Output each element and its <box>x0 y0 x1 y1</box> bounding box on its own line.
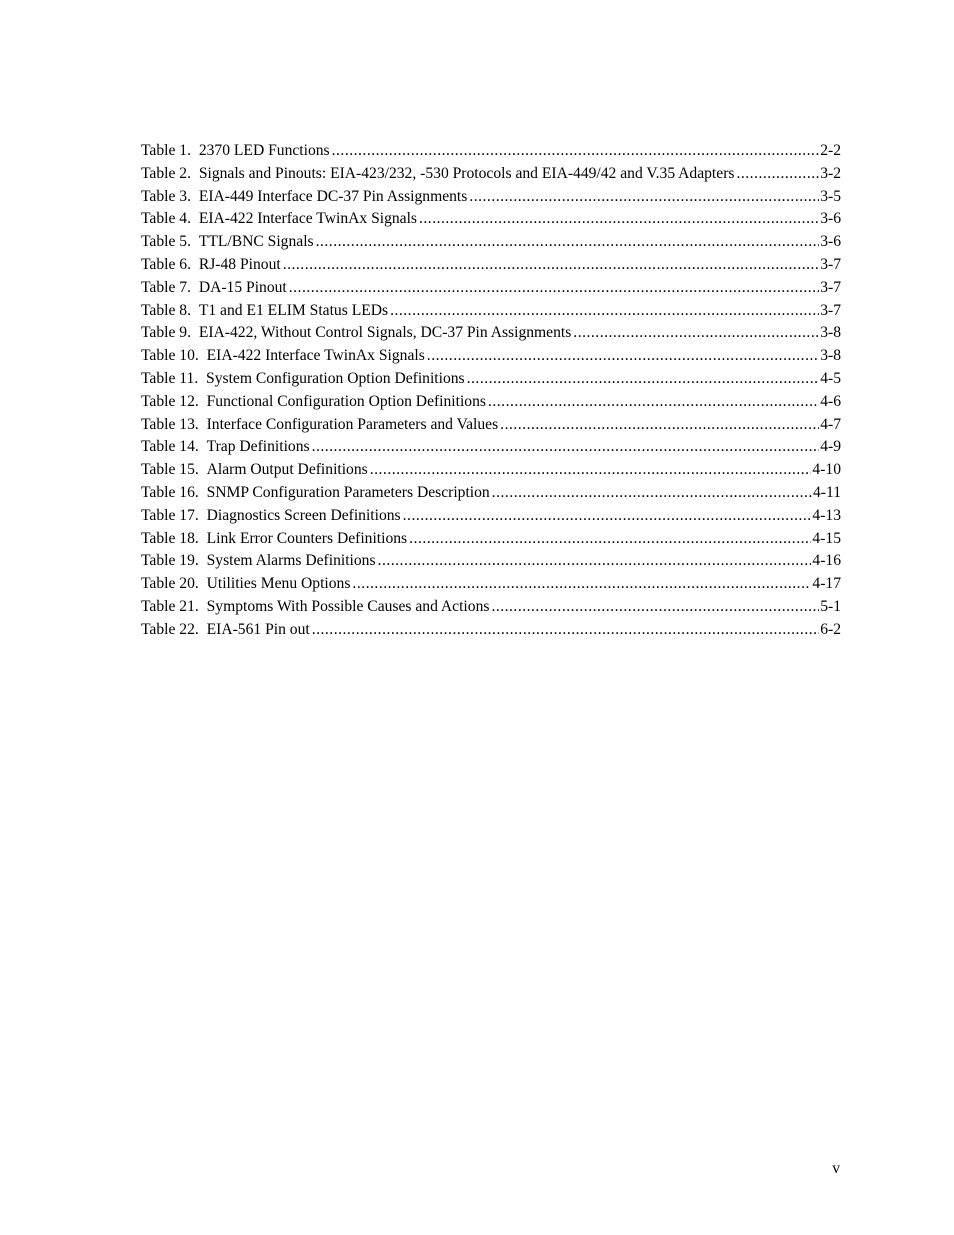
toc-entry-number: Table 3. <box>141 187 192 205</box>
toc-entry-title: EIA-561 Pin out <box>206 620 310 638</box>
toc-entry-label <box>141 322 571 345</box>
toc-entry-number: Table 16. <box>141 483 199 501</box>
dot-leader <box>491 596 819 619</box>
toc-entry-label <box>141 505 401 528</box>
toc-entry-label <box>141 277 287 300</box>
toc-entry-page: 4-15 <box>812 529 841 547</box>
dot-leader <box>378 550 812 573</box>
toc-entry-label <box>141 254 281 277</box>
toc-entry[interactable] <box>141 459 841 482</box>
toc-entry-number: Table 6. <box>141 255 192 273</box>
toc-entry-page: 3-8 <box>820 347 841 365</box>
toc-entry-page: 4-7 <box>820 415 841 433</box>
toc-entry-title: Utilities Menu Options <box>206 575 351 593</box>
toc-entry[interactable] <box>141 186 841 209</box>
toc-entry-page: 4-16 <box>812 552 841 570</box>
toc-entry-title: Signals and Pinouts: EIA-423/232, -530 Protocols and EIA-449/42 and V.35 Adapters <box>198 164 735 182</box>
toc-entry-page: 6-2 <box>820 620 841 638</box>
toc-entry-page: 5-1 <box>820 597 841 615</box>
toc-entry-page: 4-11 <box>812 483 841 501</box>
toc-entry-number: Table 17. <box>141 506 199 524</box>
toc-entry-title: EIA-449 Interface DC-37 Pin Assignments <box>198 187 468 205</box>
dot-leader <box>467 368 820 391</box>
toc-entry-page: 3-5 <box>820 187 841 205</box>
toc-entry-number: Table 15. <box>141 461 199 479</box>
toc-entry-label <box>141 573 350 596</box>
toc-entry-page: 3-7 <box>820 255 841 273</box>
toc-entry-page: 3-6 <box>820 233 841 251</box>
toc-entry-page: 4-5 <box>820 369 841 387</box>
toc-entry-label <box>141 528 407 551</box>
toc-entry[interactable] <box>141 368 841 391</box>
toc-entry-page: 4-6 <box>820 392 841 410</box>
toc-entry-label <box>141 619 310 642</box>
dot-leader <box>289 277 819 300</box>
toc-entry-page: 3-6 <box>820 210 841 228</box>
toc-entry-page: 3-2 <box>820 164 841 182</box>
toc-entry-page: 3-7 <box>820 301 841 319</box>
toc-entry-number: Table 1. <box>141 142 192 159</box>
toc-entry-number: Table 12. <box>141 392 199 410</box>
toc-entry[interactable] <box>141 573 841 596</box>
dot-leader <box>427 345 819 368</box>
toc-entry-number: Table 13. <box>141 415 199 433</box>
toc-entry-page: 4-10 <box>812 461 841 479</box>
dot-leader <box>283 254 820 277</box>
toc-entry-title: EIA-422, Without Control Signals, DC-37 Pin Assignments <box>198 324 572 342</box>
toc-entry-title: SNMP Configuration Parameters Description <box>206 483 490 501</box>
toc-entry-label <box>141 140 330 163</box>
toc-entry-number: Table 18. <box>141 529 199 547</box>
toc-entry-label <box>141 231 314 254</box>
dot-leader <box>573 322 819 345</box>
toc-entry-title: Interface Configuration Parameters and Values <box>206 415 499 433</box>
toc-entry-title: Symptoms With Possible Causes and Actions <box>206 597 490 615</box>
toc-entry-title: DA-15 Pinout <box>198 278 287 296</box>
dot-leader <box>316 231 820 254</box>
toc-entry[interactable] <box>141 550 841 573</box>
dot-leader <box>419 208 819 231</box>
toc-entry-label <box>141 550 376 573</box>
toc-entry[interactable] <box>141 322 841 345</box>
toc-entry[interactable] <box>141 345 841 368</box>
toc-entry-number: Table 19. <box>141 552 199 570</box>
toc-entry-label <box>141 368 465 391</box>
dot-leader <box>736 163 819 186</box>
dot-leader <box>500 414 819 437</box>
dot-leader <box>488 391 819 414</box>
toc-entry-number: Table 22. <box>141 620 199 638</box>
toc-entry-title: T1 and E1 ELIM Status LEDs <box>198 301 389 319</box>
toc-entry[interactable] <box>141 140 841 163</box>
toc-entry[interactable] <box>141 254 841 277</box>
dot-leader <box>332 140 820 163</box>
dot-leader <box>469 186 819 209</box>
toc-entry-label <box>141 300 388 323</box>
toc-entry[interactable] <box>141 163 841 186</box>
dot-leader <box>352 573 811 596</box>
toc-entry-title: EIA-422 Interface TwinAx Signals <box>206 347 425 365</box>
dot-leader <box>312 436 820 459</box>
toc-entry-number: Table 5. <box>141 233 192 251</box>
toc-entry-number: Table 4. <box>141 210 192 228</box>
toc-entry-title: Trap Definitions <box>206 438 310 456</box>
toc-entry-label <box>141 208 417 231</box>
toc-entry-title: TTL/BNC Signals <box>198 233 314 251</box>
toc-entry[interactable] <box>141 436 841 459</box>
toc-entry-label <box>141 459 368 482</box>
toc-entry-title: System Alarms Definitions <box>206 552 376 570</box>
toc-entry-label <box>141 391 486 414</box>
toc-entry[interactable] <box>141 300 841 323</box>
toc-entry[interactable] <box>141 414 841 437</box>
toc-entry-label <box>141 436 310 459</box>
dot-leader <box>409 528 811 551</box>
toc-entry-page: 4-17 <box>812 575 841 593</box>
toc-entry-title: Link Error Counters Definitions <box>206 529 408 547</box>
toc-entry[interactable] <box>141 208 841 231</box>
toc-entry[interactable] <box>141 528 841 551</box>
toc-entry-title: Diagnostics Screen Definitions <box>206 506 401 524</box>
toc-entry[interactable] <box>141 619 841 642</box>
toc-entry-title: Alarm Output Definitions <box>206 461 368 479</box>
dot-leader <box>370 459 812 482</box>
toc-entry-label <box>141 345 425 368</box>
toc-entry-label <box>141 596 489 619</box>
dot-leader <box>312 619 820 642</box>
toc-entry-page: 3-7 <box>820 278 841 296</box>
toc-entry-number: Table 11. <box>141 369 199 387</box>
toc-entry[interactable] <box>141 277 841 300</box>
toc-entry[interactable] <box>141 391 841 414</box>
dot-leader <box>390 300 819 323</box>
toc-entry-number: Table 7. <box>141 278 192 296</box>
table-of-tables-list <box>141 140 841 642</box>
toc-entry[interactable] <box>141 482 841 505</box>
toc-entry-number: Table 21. <box>141 597 199 615</box>
toc-entry-title: 2370 LED Functions <box>198 142 330 159</box>
toc-entry-title: EIA-422 Interface TwinAx Signals <box>198 210 417 228</box>
toc-entry-page: 2-2 <box>820 142 841 159</box>
toc-entry-number: Table 10. <box>141 347 199 365</box>
toc-entry-page: 3-8 <box>820 324 841 342</box>
toc-entry[interactable] <box>141 505 841 528</box>
toc-entry-label <box>141 186 467 209</box>
toc-entry-page: 4-13 <box>812 506 841 524</box>
dot-leader <box>492 482 812 505</box>
toc-entry-title: RJ-48 Pinout <box>198 255 281 273</box>
toc-entry-page: 4-9 <box>820 438 841 456</box>
toc-entry[interactable] <box>141 596 841 619</box>
toc-entry-label <box>141 414 498 437</box>
toc-entry-number: Table 8. <box>141 301 192 319</box>
toc-entry-number: Table 9. <box>141 324 192 342</box>
toc-entry-label <box>141 482 490 505</box>
page-number: v <box>832 1160 840 1177</box>
dot-leader <box>403 505 812 528</box>
toc-entry-number: Table 2. <box>141 164 192 182</box>
toc-entry-title: System Configuration Option Definitions <box>206 369 465 387</box>
toc-entry-title: Functional Configuration Option Definitions <box>206 392 486 410</box>
toc-entry-number: Table 20. <box>141 575 199 593</box>
toc-entry[interactable] <box>141 231 841 254</box>
toc-entry-number: Table 14. <box>141 438 199 456</box>
toc-entry-label <box>141 163 734 186</box>
